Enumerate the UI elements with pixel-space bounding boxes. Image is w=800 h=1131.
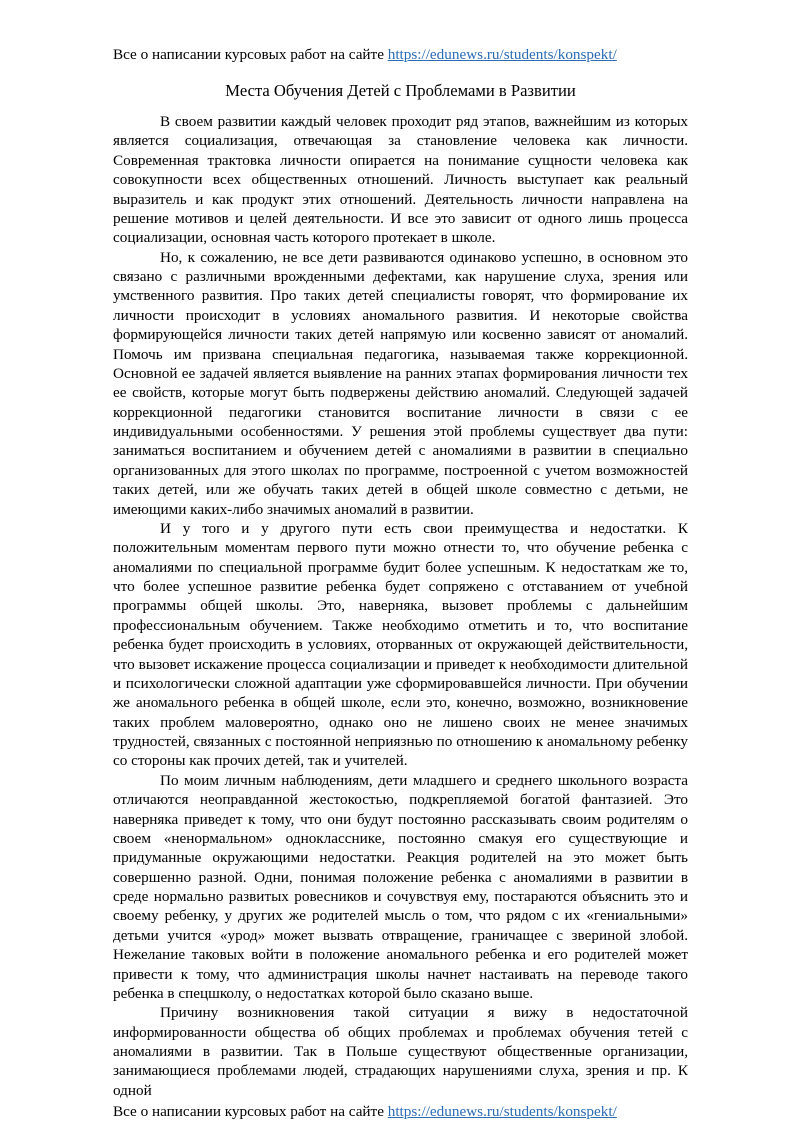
paragraph-5: Причину возникновения такой ситуации я вижу в недостаточной информированности общества об общих проблемах и проблемах обучения тетей с аномалиями в развитии. Так в Польше существуют общественные организации, занимающиеся проблемами людей, страдающих нарушениями слуха, зрения и пр. К одной xyxy=(113,1004,688,1099)
page-content xyxy=(113,45,688,1122)
paragraph-3: И у того и у другого пути есть свои преимущества и недостатки. К положительным моментам первого пути можно отнести то, что обучение ребенка с аномалиями по специальной программе будит более успешным. К недостаткам же то, что более успешное развитие ребенка будет сопряжено с отставанием от учебной программы общей школы. Это, наверняка, вызовет проблемы с дальнейшим профессиональным обучением. Также необходимо отметить и то, что воспитание ребенка будет происходить в условиях, оторванных от окружающей действительности, что вызовет искажение процесса социализации и приведет к необходимости длительной и психологически сложной адаптации уже сформировавшейся личности. При обучении же аномального ребенка в общей школе, если это, конечно, возможно, возникновение таких проблем маловероятно, однако оно не лишено своих не менее значимых трудностей, связанных с постоянной неприязнью по отношению к аномальному ребенку со стороны как прочих детей, так и учителей. xyxy=(113,519,688,770)
paragraph-1: В своем развитии каждый человек проходит ряд этапов, важнейшим из которых является социализация, отвечающая за становление человека как личности. Современная трактовка личности опирается на понимание сущности человека как совокупности всех общественных отношений. Личность выступает как реальный выразитель и как продукт этих отношений. Деятельность личности направлена на решение мотивов и целей деятельности. И все это зависит от одного лишь процесса социализации, основная часть которого протекает в школе. xyxy=(113,113,688,247)
running-header-text: Все о написании курсовых работ на сайте xyxy=(113,46,388,63)
running-header xyxy=(113,45,688,64)
running-footer-link[interactable]: https://edunews.ru/students/konspekt/ xyxy=(387,1103,617,1121)
page-title: Места Обучения Детей с Проблемами в Развитии xyxy=(225,81,576,101)
running-footer-text: Все о написании курсовых работ на сайте xyxy=(113,1103,388,1121)
running-footer xyxy=(113,1102,688,1121)
running-header-link[interactable]: https://edunews.ru/students/konspekt/ xyxy=(387,46,617,63)
paragraph-4: По моим личным наблюдениям, дети младшего и среднего школьного возраста отличаются неоправданной жестокостью, подкрепляемой богатой фантазией. Это наверняка приведет к тому, что они будут постоянно рассказывать своим родителям о своем «ненормальном» однокласснике, постоянно смакуя его существующие и придуманные окружающими недостатки. Реакция родителей на это может быть совершенно разной. Одни, понимая положение ребенка с аномалиями в развитии в среде нормально развитых ровесников и сочувствуя ему, постараются объяснить это и своему ребенку, у других же родителей мысль о том, что рядом с их «гениальными» детьми учится «урод» может вызвать отвращение, граничащее с звериной злобой. Нежелание таковых войти в положение аномального ребенка и его родителей может привести к тому, что администрация школы начнет настаивать на переводе такого ребенка в спецшколу, о недостатках которой было сказано выше. xyxy=(113,771,688,1002)
paragraph-2: Но, к сожалению, не все дети развиваются одинаково успешно, в основном это связано с различными врожденными дефектами, как нарушение слуха, зрения или умственного развития. Про таких детей специалисты говорят, что формирование их личности происходит в условиях аномального развития. И некоторые свойства формирующейся личности таких детей напрямую или косвенно зависят от аномалий. Помочь им призвана специальная педагогика, называемая также коррекционной. Основной ее задачей является выявление на ранних этапах формирования личности тех ее свойств, которые могут быть подвержены действию аномалий. Следующей задачей коррекционной педагогики становится воспитание личности в связи с ее индивидуальными особенностями. У решения этой проблемы существует два пути: заниматься воспитанием и обучением детей с аномалиями в развитии в специально организованных для этого школах по программе, построенной с учетом возможностей таких детей, или же обучать таких детей в общей школе совместно с детьми, не имеющими каких-либо значимых аномалий в развитии. xyxy=(113,248,688,518)
